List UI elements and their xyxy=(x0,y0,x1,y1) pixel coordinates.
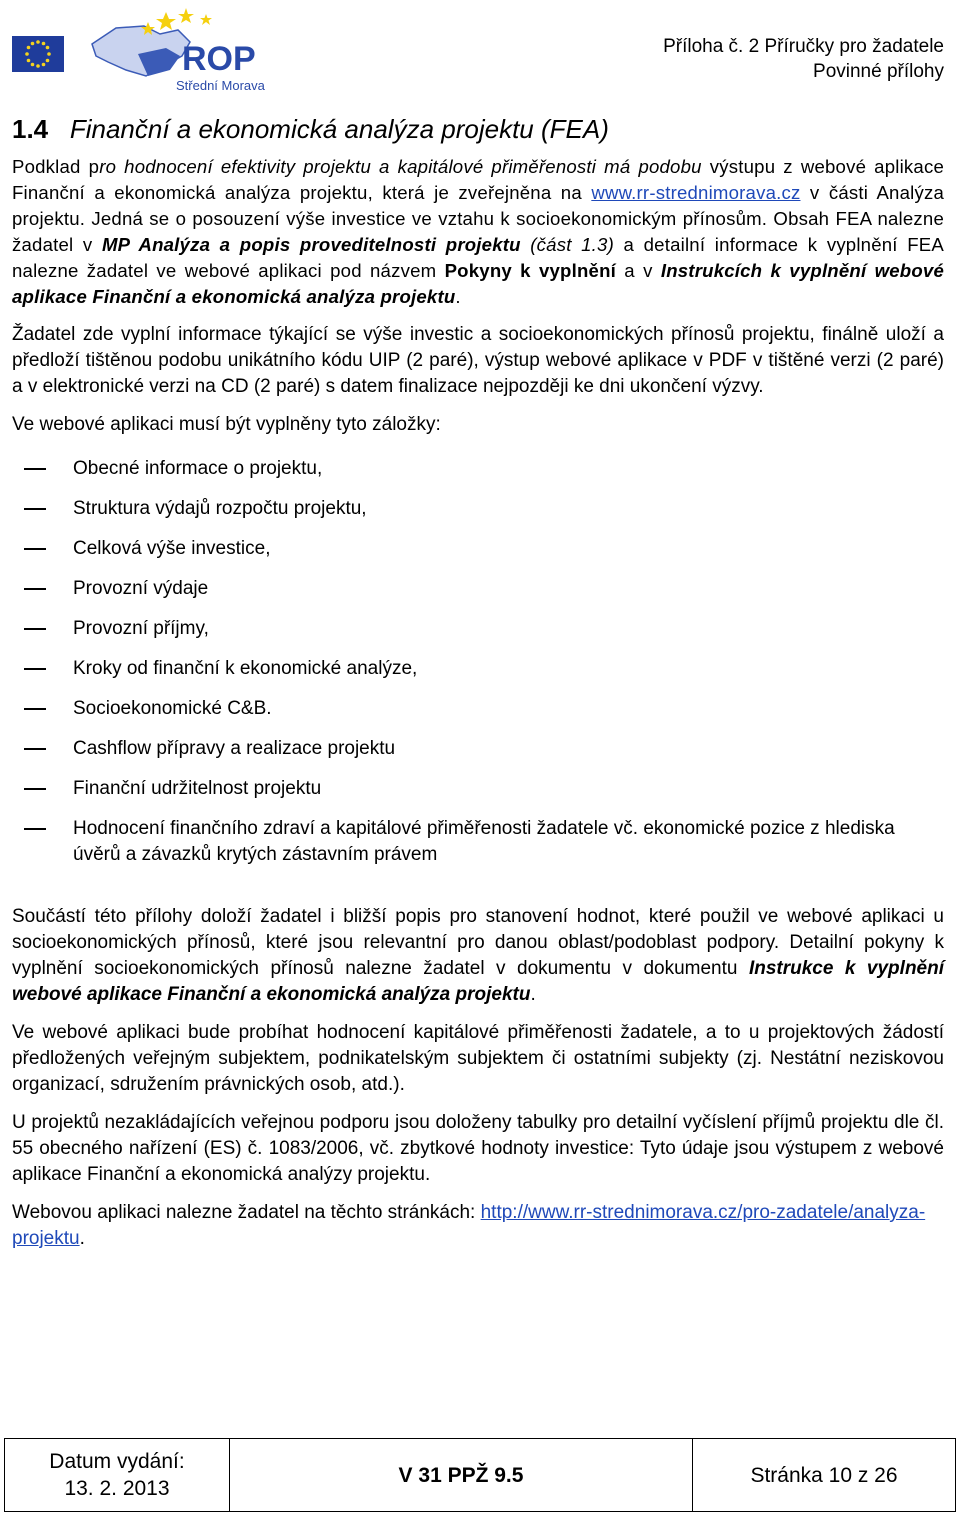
svg-text:ROP: ROP xyxy=(182,40,256,78)
list-item: Hodnocení finančního zdraví a kapitálové přiměřenosti žadatele vč. ekonomické pozice z hlediska úvěrů a závazků krytých zástavním právem xyxy=(12,816,944,868)
main-content xyxy=(12,112,944,1252)
eu-flag-icon xyxy=(12,36,64,72)
page-header xyxy=(0,0,960,100)
list-item: Celková výše investice, xyxy=(12,536,944,562)
paragraph-attachment: Součástí této přílohy doloží žadatel i bližší popis pro stanovení hodnot, které použil ve webové aplikaci u socioekonomických přínosů, které jsou relevantní pro danou oblast/podoblast podpory. Detailní pokyny k vyplnění socioekonomických přínosů nalezne žadatel v dokumentu v dokumentu Instrukce k vyplnění webové aplikace Finanční a ekonomická analýza projektu. xyxy=(12,906,944,1005)
section-title: Finanční a ekonomická analýza projektu (FEA) xyxy=(69,114,609,144)
section-heading xyxy=(12,112,944,146)
list-item: Finanční udržitelnost projektu xyxy=(12,776,944,802)
list-item: Socioekonomické C&B. xyxy=(12,696,944,722)
tabs-list xyxy=(12,456,944,868)
date-label: Datum vydání: xyxy=(49,1450,185,1473)
date-value: 13. 2. 2013 xyxy=(64,1477,170,1500)
list-item: Kroky od finanční k ekonomické analýze, xyxy=(12,656,944,682)
header-line-2: Povinné přílohy xyxy=(813,61,944,82)
footer-page-number: Stránka 10 z 26 xyxy=(750,1463,898,1487)
web-app-instructions-reference: Instrukcích k vyplnění webové aplikace Finanční a ekonomická analýza projektu xyxy=(12,260,944,307)
methodology-reference: MP Analýza a popis proveditelnosti projektu xyxy=(101,234,521,255)
header-line-1: Příloha č. 2 Příručky pro žadatele xyxy=(663,36,944,57)
list-item: Obecné informace o projektu, xyxy=(12,456,944,482)
footer-date-cell xyxy=(5,1439,230,1511)
svg-text:Střední Morava: Střední Morava xyxy=(176,78,265,93)
rop-logo xyxy=(86,4,286,96)
list-item: Cashflow přípravy a realizace projektu xyxy=(12,736,944,762)
list-item: Struktura výdajů rozpočtu projektu, xyxy=(12,496,944,522)
list-item: Provozní příjmy, xyxy=(12,616,944,642)
website-link[interactable]: www.rr-strednimorava.cz xyxy=(591,182,801,203)
footer-version: V 31 PPŽ 9.5 xyxy=(230,1439,693,1511)
list-item: Provozní výdaje xyxy=(12,576,944,602)
intro-paragraph: Podklad pro hodnocení efektivity projektu a kapitálové přiměřenosti má podobu výstupu z webové aplikace Finanční a ekonomická analýza projektu, která je zveřejněna na www.rr-strednimorava.cz v části Analýza projektu. Jedná se o posouzení výše investice ve vztahu k socioekonomickým přínosům. Obsah FEA nalezne žadatel v MP Analýza a popis proveditelnosti projektu (část 1.3) a detailní informace k vyplnění FEA nalezne žadatel ve webové aplikaci pod názvem Pokyny k vyplnění a v Instrukcích k vyplnění webové aplikace Finanční a ekonomická analýza projektu. xyxy=(12,156,944,307)
instructions-document-reference: Instrukce k vyplnění webové aplikace Finanční a ekonomická analýza projektu xyxy=(12,958,944,1005)
paragraph-tabs-intro: Ve webové aplikaci musí být vyplněny tyto záložky: xyxy=(12,414,441,435)
paragraph-web-app-location: Webovou aplikaci nalezne žadatel na těchto stránkách: http://www.rr-strednimorava.cz/pro-zadatele/analyza-projektu. xyxy=(12,1202,926,1249)
analyza-projektu-link[interactable]: http://www.rr-strednimorava.cz/pro-zadatele/analyza-projektu xyxy=(12,1202,926,1249)
paragraph-applicant-steps: Žadatel zde vyplní informace týkající se výše investic a socioekonomických přínosů projektu, finálně uloží a předloží tištěnou podobu unikátního kódu UIP (2 paré), výstup webové aplikace v PDF v tištěné verzi (2 paré) a v elektronické verzi na CD (2 paré) s datem finalizace nejpozději ke dni ukončení výzvy. xyxy=(12,324,944,397)
paragraph-revenue-tables: U projektů nezakládajících veřejnou podporu jsou doloženy tabulky pro detailní vyčíslení příjmů projektu dle čl. 55 obecného nařízení (ES) č. 1083/2006, vč. zbytkové hodnoty investice: Tyto údaje jsou výstupem z webové aplikace Finanční a ekonomická analýzy projektu. xyxy=(12,1112,944,1185)
page-footer xyxy=(4,1438,956,1512)
paragraph-capital-adequacy: Ve webové aplikaci bude probíhat hodnocení kapitálové přiměřenosti žadatele, a to u projektových žádostí předložených veřejným subjektem, podnikatelským subjektem či ostatními subjekty (zj. Nestátní neziskovou organizací, sdružením právnických osob, atd.). xyxy=(12,1022,944,1095)
header-document-info xyxy=(663,34,944,84)
instructions-reference: Pokyny k vyplnění xyxy=(444,260,617,281)
section-number: 1.4 xyxy=(12,114,49,144)
